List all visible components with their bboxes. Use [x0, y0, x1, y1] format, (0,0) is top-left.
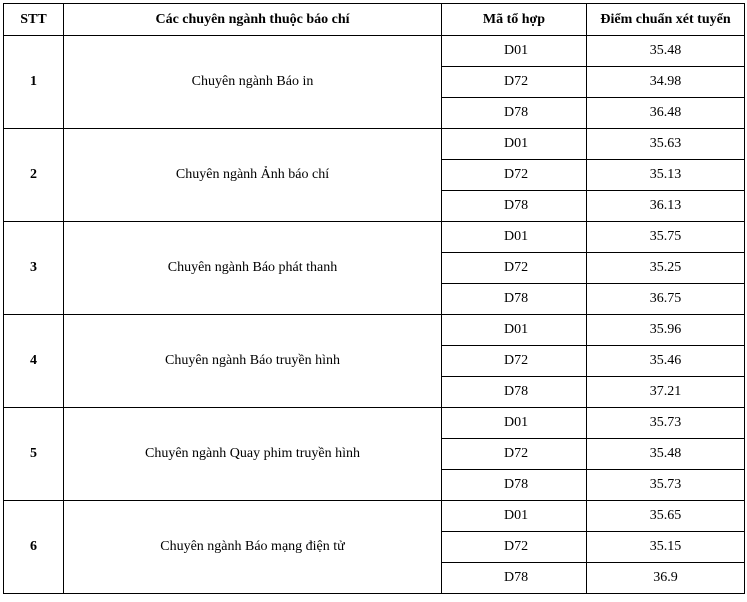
row-score: 36.75: [587, 284, 745, 315]
row-score: 35.48: [587, 439, 745, 470]
row-code: D78: [442, 377, 587, 408]
row-score: 36.9: [587, 563, 745, 594]
row-major: Chuyên ngành Báo phát thanh: [64, 222, 442, 315]
row-code: D78: [442, 284, 587, 315]
row-code: D01: [442, 501, 587, 532]
header-score: Điểm chuẩn xét tuyển: [587, 4, 745, 36]
row-code: D01: [442, 315, 587, 346]
row-score: 36.13: [587, 191, 745, 222]
row-code: D01: [442, 36, 587, 67]
row-code: D72: [442, 439, 587, 470]
row-score: 35.63: [587, 129, 745, 160]
row-score: 35.75: [587, 222, 745, 253]
row-stt: 3: [4, 222, 64, 315]
row-code: D78: [442, 191, 587, 222]
header-row: [4, 4, 745, 36]
row-score: 35.13: [587, 160, 745, 191]
table-row: [4, 408, 745, 439]
row-code: D72: [442, 67, 587, 98]
row-code: D72: [442, 253, 587, 284]
row-score: 35.73: [587, 408, 745, 439]
row-code: D72: [442, 160, 587, 191]
row-major: Chuyên ngành Báo in: [64, 36, 442, 129]
row-score: 36.48: [587, 98, 745, 129]
row-code: D72: [442, 346, 587, 377]
row-score: 35.48: [587, 36, 745, 67]
row-score: 37.21: [587, 377, 745, 408]
row-code: D01: [442, 408, 587, 439]
row-score: 35.15: [587, 532, 745, 563]
row-major: Chuyên ngành Quay phim truyền hình: [64, 408, 442, 501]
row-stt: 6: [4, 501, 64, 594]
row-score: 34.98: [587, 67, 745, 98]
row-stt: 1: [4, 36, 64, 129]
table-row: [4, 315, 745, 346]
row-stt: 2: [4, 129, 64, 222]
row-code: D72: [442, 532, 587, 563]
row-major: Chuyên ngành Báo mạng điện tử: [64, 501, 442, 594]
row-score: 35.96: [587, 315, 745, 346]
row-major: Chuyên ngành Ảnh báo chí: [64, 129, 442, 222]
header-major: Các chuyên ngành thuộc báo chí: [64, 4, 442, 36]
table-row: [4, 129, 745, 160]
row-stt: 4: [4, 315, 64, 408]
row-score: 35.65: [587, 501, 745, 532]
table-row: [4, 501, 745, 532]
table-row: [4, 222, 745, 253]
header-code: Mã tổ hợp: [442, 4, 587, 36]
row-code: D78: [442, 470, 587, 501]
row-code: D01: [442, 129, 587, 160]
row-code: D01: [442, 222, 587, 253]
header-stt: STT: [4, 4, 64, 36]
row-score: 35.46: [587, 346, 745, 377]
row-score: 35.73: [587, 470, 745, 501]
row-score: 35.25: [587, 253, 745, 284]
admission-scores-table: [3, 3, 745, 594]
row-stt: 5: [4, 408, 64, 501]
row-major: Chuyên ngành Báo truyền hình: [64, 315, 442, 408]
table-row: [4, 36, 745, 67]
row-code: D78: [442, 98, 587, 129]
table-body: [4, 36, 745, 594]
row-code: D78: [442, 563, 587, 594]
